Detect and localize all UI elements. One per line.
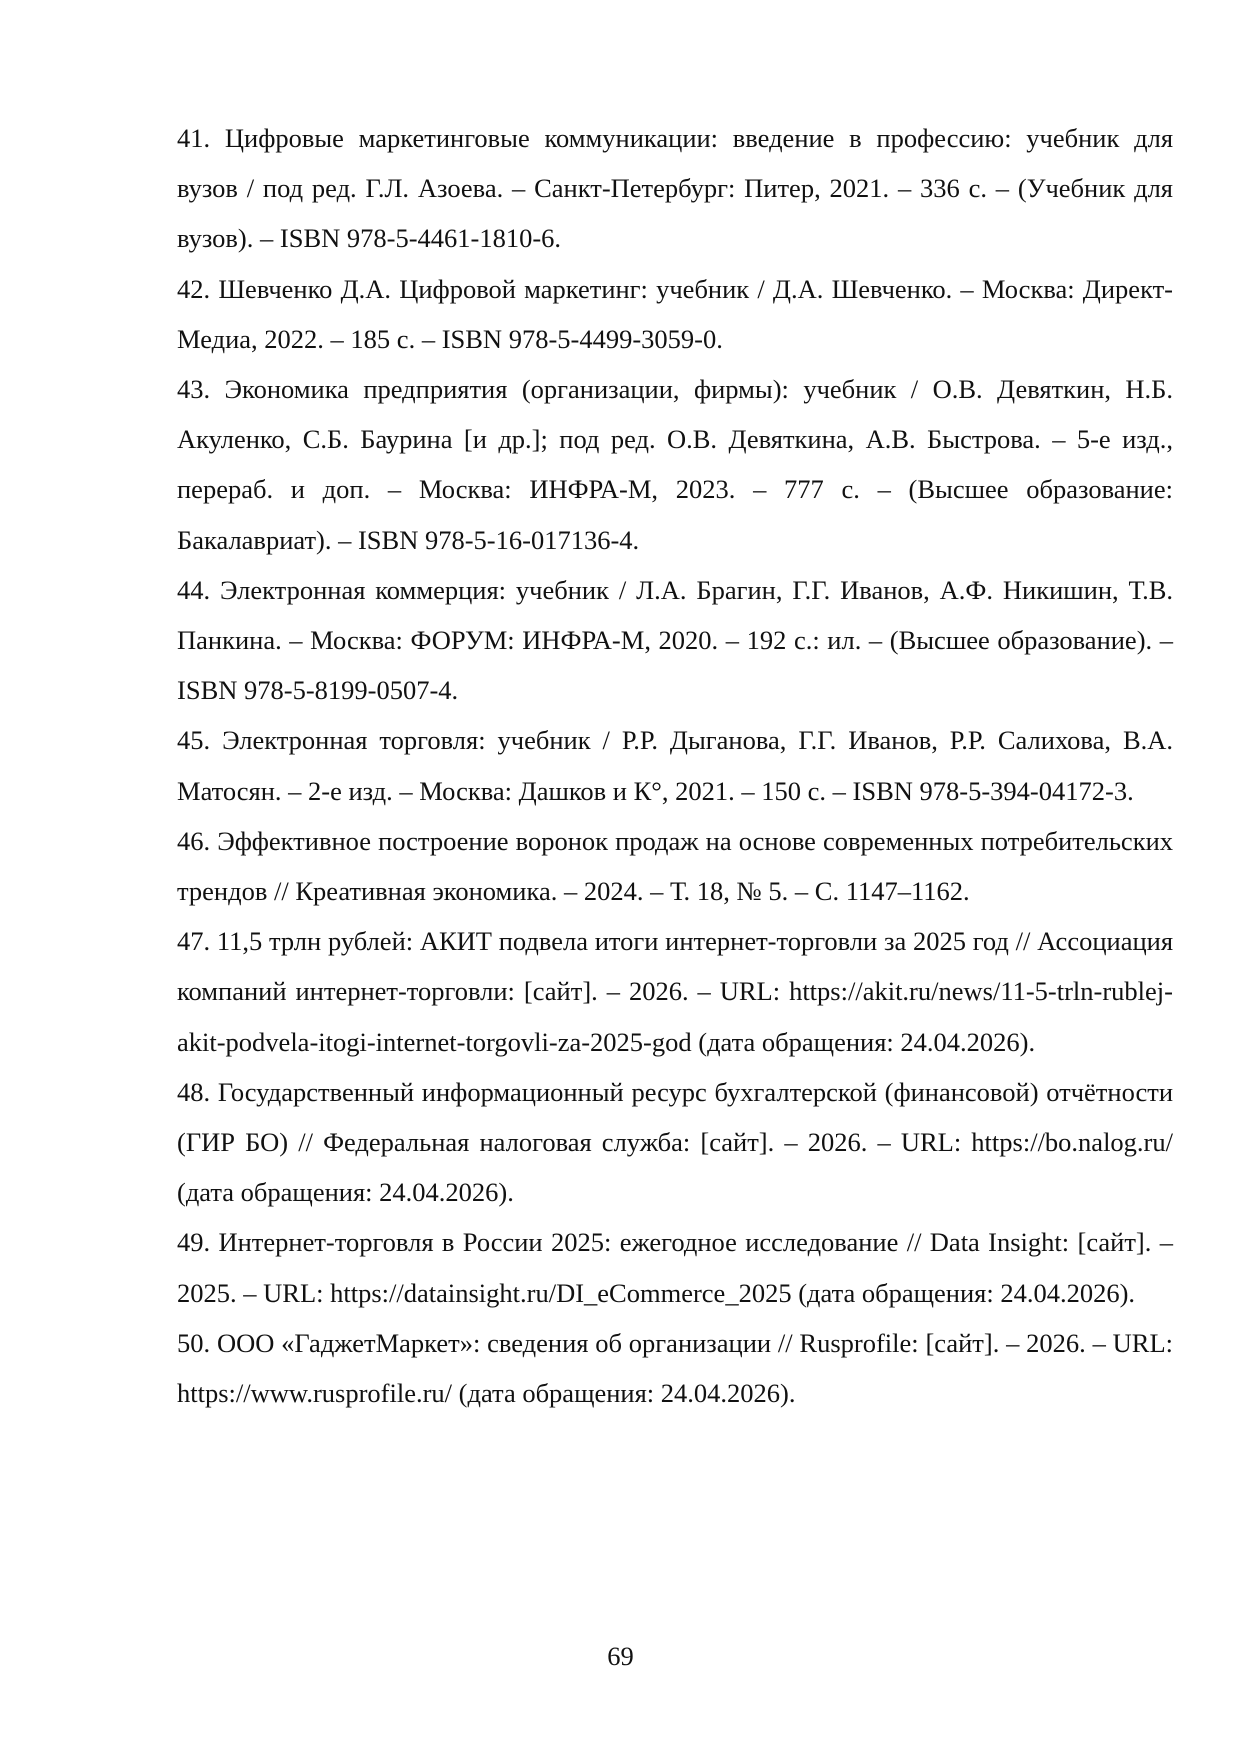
reference-item-45 [177,715,1173,815]
reference-number: 49. [177,1227,211,1258]
reference-number: 41. [177,123,211,153]
reference-text: Цифровые маркетинговые коммуникации: введение в профессию: учебник для вузов / под ред. Г.Л. Азоева. – Санкт-Петербург: Питер, 2021. – 336 с. – (Учебник для вузов). – ISBN 978-5-4461-1810-6. [177,123,1174,254]
reference-number: 44. [177,574,211,605]
reference-number: 42. [177,273,211,304]
reference-number: 48. [177,1076,211,1107]
reference-item-44 [177,565,1173,716]
reference-text: Экономика предприятия (организации, фирмы): учебник / О.В. Девяткин, Н.Б. Акуленко, С.Б. Баурина [и др.]; под ред. О.В. Девяткина, А.В. Быстрова. – 5-е изд., перераб. и доп. – Москва: ИНФРА-М, 2023. – 777 с. – (Высшее образование: Бакалавриат). – ISBN 978-5-16-017136-4. [177,374,1174,555]
reference-item-49 [177,1217,1173,1317]
reference-item-43 [177,364,1173,565]
reference-number: 43. [177,374,211,405]
reference-number: 46. [177,825,211,856]
reference-text: Электронная торговля: учебник / Р.Р. Дыганова, Г.Г. Иванов, Р.Р. Салихова, В.А. Матосян. – 2-е изд. – Москва: Дашков и К°, 2021. – 150 с. – ISBN 978-5-394-04172-3. [177,725,1174,806]
reference-number: 50. [177,1327,211,1358]
reference-item-41 [177,113,1173,264]
reference-item-50 [177,1318,1173,1418]
reference-text: Электронная коммерция: учебник / Л.А. Брагин, Г.Г. Иванов, А.Ф. Никишин, Т.В. Панкина. – Москва: ФОРУМ: ИНФРА-М, 2020. – 192 с.: ил. – (Высшее образование). – ISBN 978-5-8199-0507-4. [177,574,1173,706]
reference-text: Государственный информационный ресурс бухгалтерской (финансовой) отчётности (ГИР БО) // Федеральная налоговая служба: [сайт]. – 2026. – URL: https://bo.nalog.ru/ (дата обращения: 24.04.2026). [177,1076,1174,1208]
reference-item-46 [177,816,1173,916]
reference-text: 11,5 трлн рублей: АКИТ подвела итоги интернет-торговли за 2025 год // Ассоциация компаний интернет-торговли: [сайт]. – 2026. – URL: https://akit.ru/news/11-5-trln-rublej-akit-podvela-itogi-internet-torgovli-za-2025-god (дата обращения: 24.04.2026). [177,926,1174,1057]
page-number: 69 [607,1641,634,1671]
reference-item-42 [177,264,1173,364]
reference-text: Интернет-торговля в России 2025: ежегодное исследование // Data Insight: [сайт]. – 2025. – URL: https://datainsight.ru/DI_eCommerce_2025 (дата обращения: 24.04.2026). [177,1227,1173,1308]
reference-text: Шевченко Д.А. Цифровой маркетинг: учебник / Д.А. Шевченко. – Москва: Директ-Медиа, 2022. – 185 с. – ISBN 978-5-4499-3059-0. [177,273,1173,354]
reference-number: 47. [177,926,211,957]
reference-list [177,113,1173,1418]
reference-text: Эффективное построение воронок продаж на основе современных потребительских трендов // Креативная экономика. – 2024. – Т. 18, № 5. – С. 1147–1162. [177,825,1173,907]
reference-item-47 [177,916,1173,1067]
reference-text: ООО «ГаджетМаркет»: сведения об организации // Rusprofile: [сайт]. – 2026. – URL: https://www.rusprofile.ru/ (дата обращения: 24.04.2026). [177,1327,1174,1409]
reference-item-48 [177,1067,1173,1218]
reference-number: 45. [177,725,211,756]
